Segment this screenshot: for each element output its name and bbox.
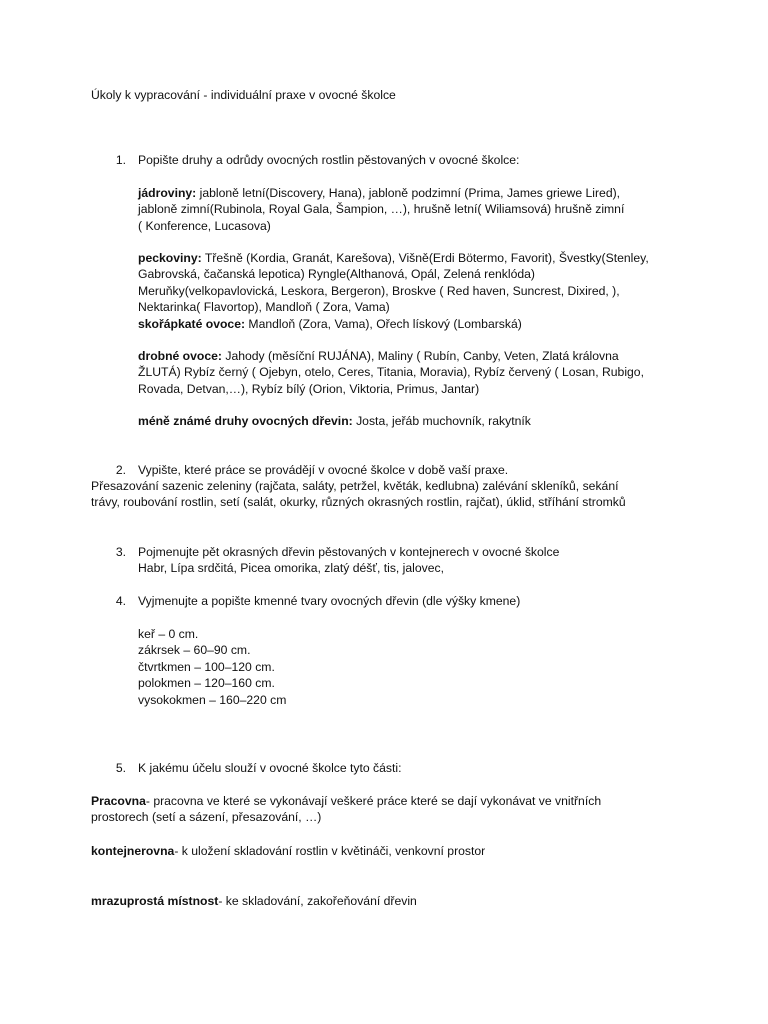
pracovna-line-1: - pracovna ve které se vykonávají veškeré práce které se dají vykonávat ve vnitřních [145, 794, 602, 808]
skorapkate-label: skořápkaté ovoce: [138, 316, 246, 331]
q1-text: Popište druhy a odrůdy ovocných rostlin pěstovaných v ovocné školce: [138, 153, 520, 167]
q2-number: 2. [115, 463, 126, 477]
q5-text: K jakému účelu slouží v ovocné školce tyto části: [138, 761, 402, 775]
page-title: Úkoly k vypracování - individuální praxe v ovocné školce [91, 88, 396, 102]
mrazuprosta-text: - ke skladování, zakořeňování dřevin [218, 894, 417, 908]
q1-drobne-block [138, 348, 644, 397]
q2-text: Vypište, které práce se provádějí v ovocné školce v době vaší praxe. [138, 463, 509, 477]
jadroviny-line-2: jabloně zimní(Rubinola, Royal Gala, Šampion, …), hrušně letní( Wiliamsová) hrušně zimní [138, 202, 625, 217]
mrazuprosta-block [91, 893, 417, 909]
drobne-label: drobné ovoce: [138, 349, 222, 363]
q4-list [138, 626, 286, 708]
q5-number: 5. [115, 761, 126, 775]
peckoviny-line-2: Gabrovská, čačanská lepotica) Ryngle(Althanová, Opál, Zelená renklóda) [138, 267, 535, 282]
q2-answer [91, 478, 626, 511]
peckoviny-label: peckoviny: [138, 251, 202, 265]
jadroviny-line-1: jabloně letní(Discovery, Hana), jabloně podzimní (Prima, James griewe Lired), [196, 186, 621, 200]
kontejnerovna-label: kontejnerovna [91, 844, 175, 858]
q4-number: 4. [115, 594, 126, 608]
list-item: polokmen – 120–160 cm. [138, 676, 275, 691]
kontejnerovna-text: - k uložení skladování rostlin v květináči, venkovní prostor [174, 844, 486, 858]
jadroviny-label: jádroviny: [138, 186, 197, 200]
q3-answer: Habr, Lípa srdčitá, Picea omorika, zlatý déšť, tis, jalovec, [138, 561, 445, 575]
q3-number: 3. [115, 545, 126, 559]
q3-text: Pojmenujte pět okrasných dřevin pěstovaných v kontejnerech v ovocné školce [138, 545, 560, 559]
drobne-line-1: Jahody (měsíční RUJÁNA), Maliny ( Rubín, Canby, Veten, Zlatá královna [221, 349, 619, 363]
pracovna-block [91, 793, 601, 826]
drobne-line-2: ŽLUTÁ) Rybíz černý ( Ojebyn, otelo, Ceres, Titania, Moravia), Rybíz červený ( Losan, Rubigo, [138, 365, 644, 380]
pracovna-label: Pracovna [91, 794, 146, 808]
q1-mene-block [138, 413, 531, 429]
list-item: zákrsek – 60–90 cm. [138, 643, 251, 658]
mene-text: Josta, jeřáb muchovník, rakytník [352, 414, 531, 428]
peckoviny-line-1: Třešně (Kordia, Granát, Karešova), Višně(Erdi Bötermo, Favorit), Švestky(Stenley, [201, 251, 649, 265]
list-item: čtvrtkmen – 100–120 cm. [138, 659, 275, 674]
peckoviny-line-4: Nektarinka( Flavortop), Mandloň ( Zora, Vama) [138, 300, 390, 315]
jadroviny-line-3: ( Konference, Lucasova) [138, 218, 271, 233]
q2-answer-line-2: trávy, roubování rostlin, setí (salát, okurky, různých okrasných rostlin, rajčat), úklid, stříhání stromků [91, 495, 626, 510]
q2-answer-line-1: Přesazování sazenic zeleniny (rajčata, saláty, petržel, květák, kedlubna) zalévání skleníků, sekání [91, 479, 619, 493]
pracovna-line-2: prostorech (setí a sázení, přesazování, …) [91, 810, 322, 825]
q1-peckoviny-block [138, 250, 649, 332]
q4-text: Vyjmenujte a popište kmenné tvary ovocných dřevin (dle výšky kmene) [138, 594, 521, 608]
q1-number: 1. [115, 153, 126, 167]
list-item: vysokokmen – 160–220 cm [138, 692, 287, 707]
peckoviny-line-3: Meruňky(velkopavlovická, Leskora, Bergeron), Broskve ( Red haven, Suncrest, Dixired, ), [138, 283, 620, 298]
mrazuprosta-label: mrazuprostá místnost [91, 894, 219, 908]
kontejnerovna-block [91, 843, 485, 859]
list-item: keř – 0 cm. [138, 627, 199, 641]
drobne-line-3: Rovada, Detvan,…), Rybíz bílý (Orion, Viktoria, Primus, Jantar) [138, 381, 480, 396]
mene-label: méně známé druhy ovocných dřevin: [138, 414, 353, 428]
skorapkate-text: Mandloň (Zora, Vama), Ořech lískový (Lombarská) [245, 316, 522, 331]
q1-jadroviny-block [138, 185, 624, 234]
